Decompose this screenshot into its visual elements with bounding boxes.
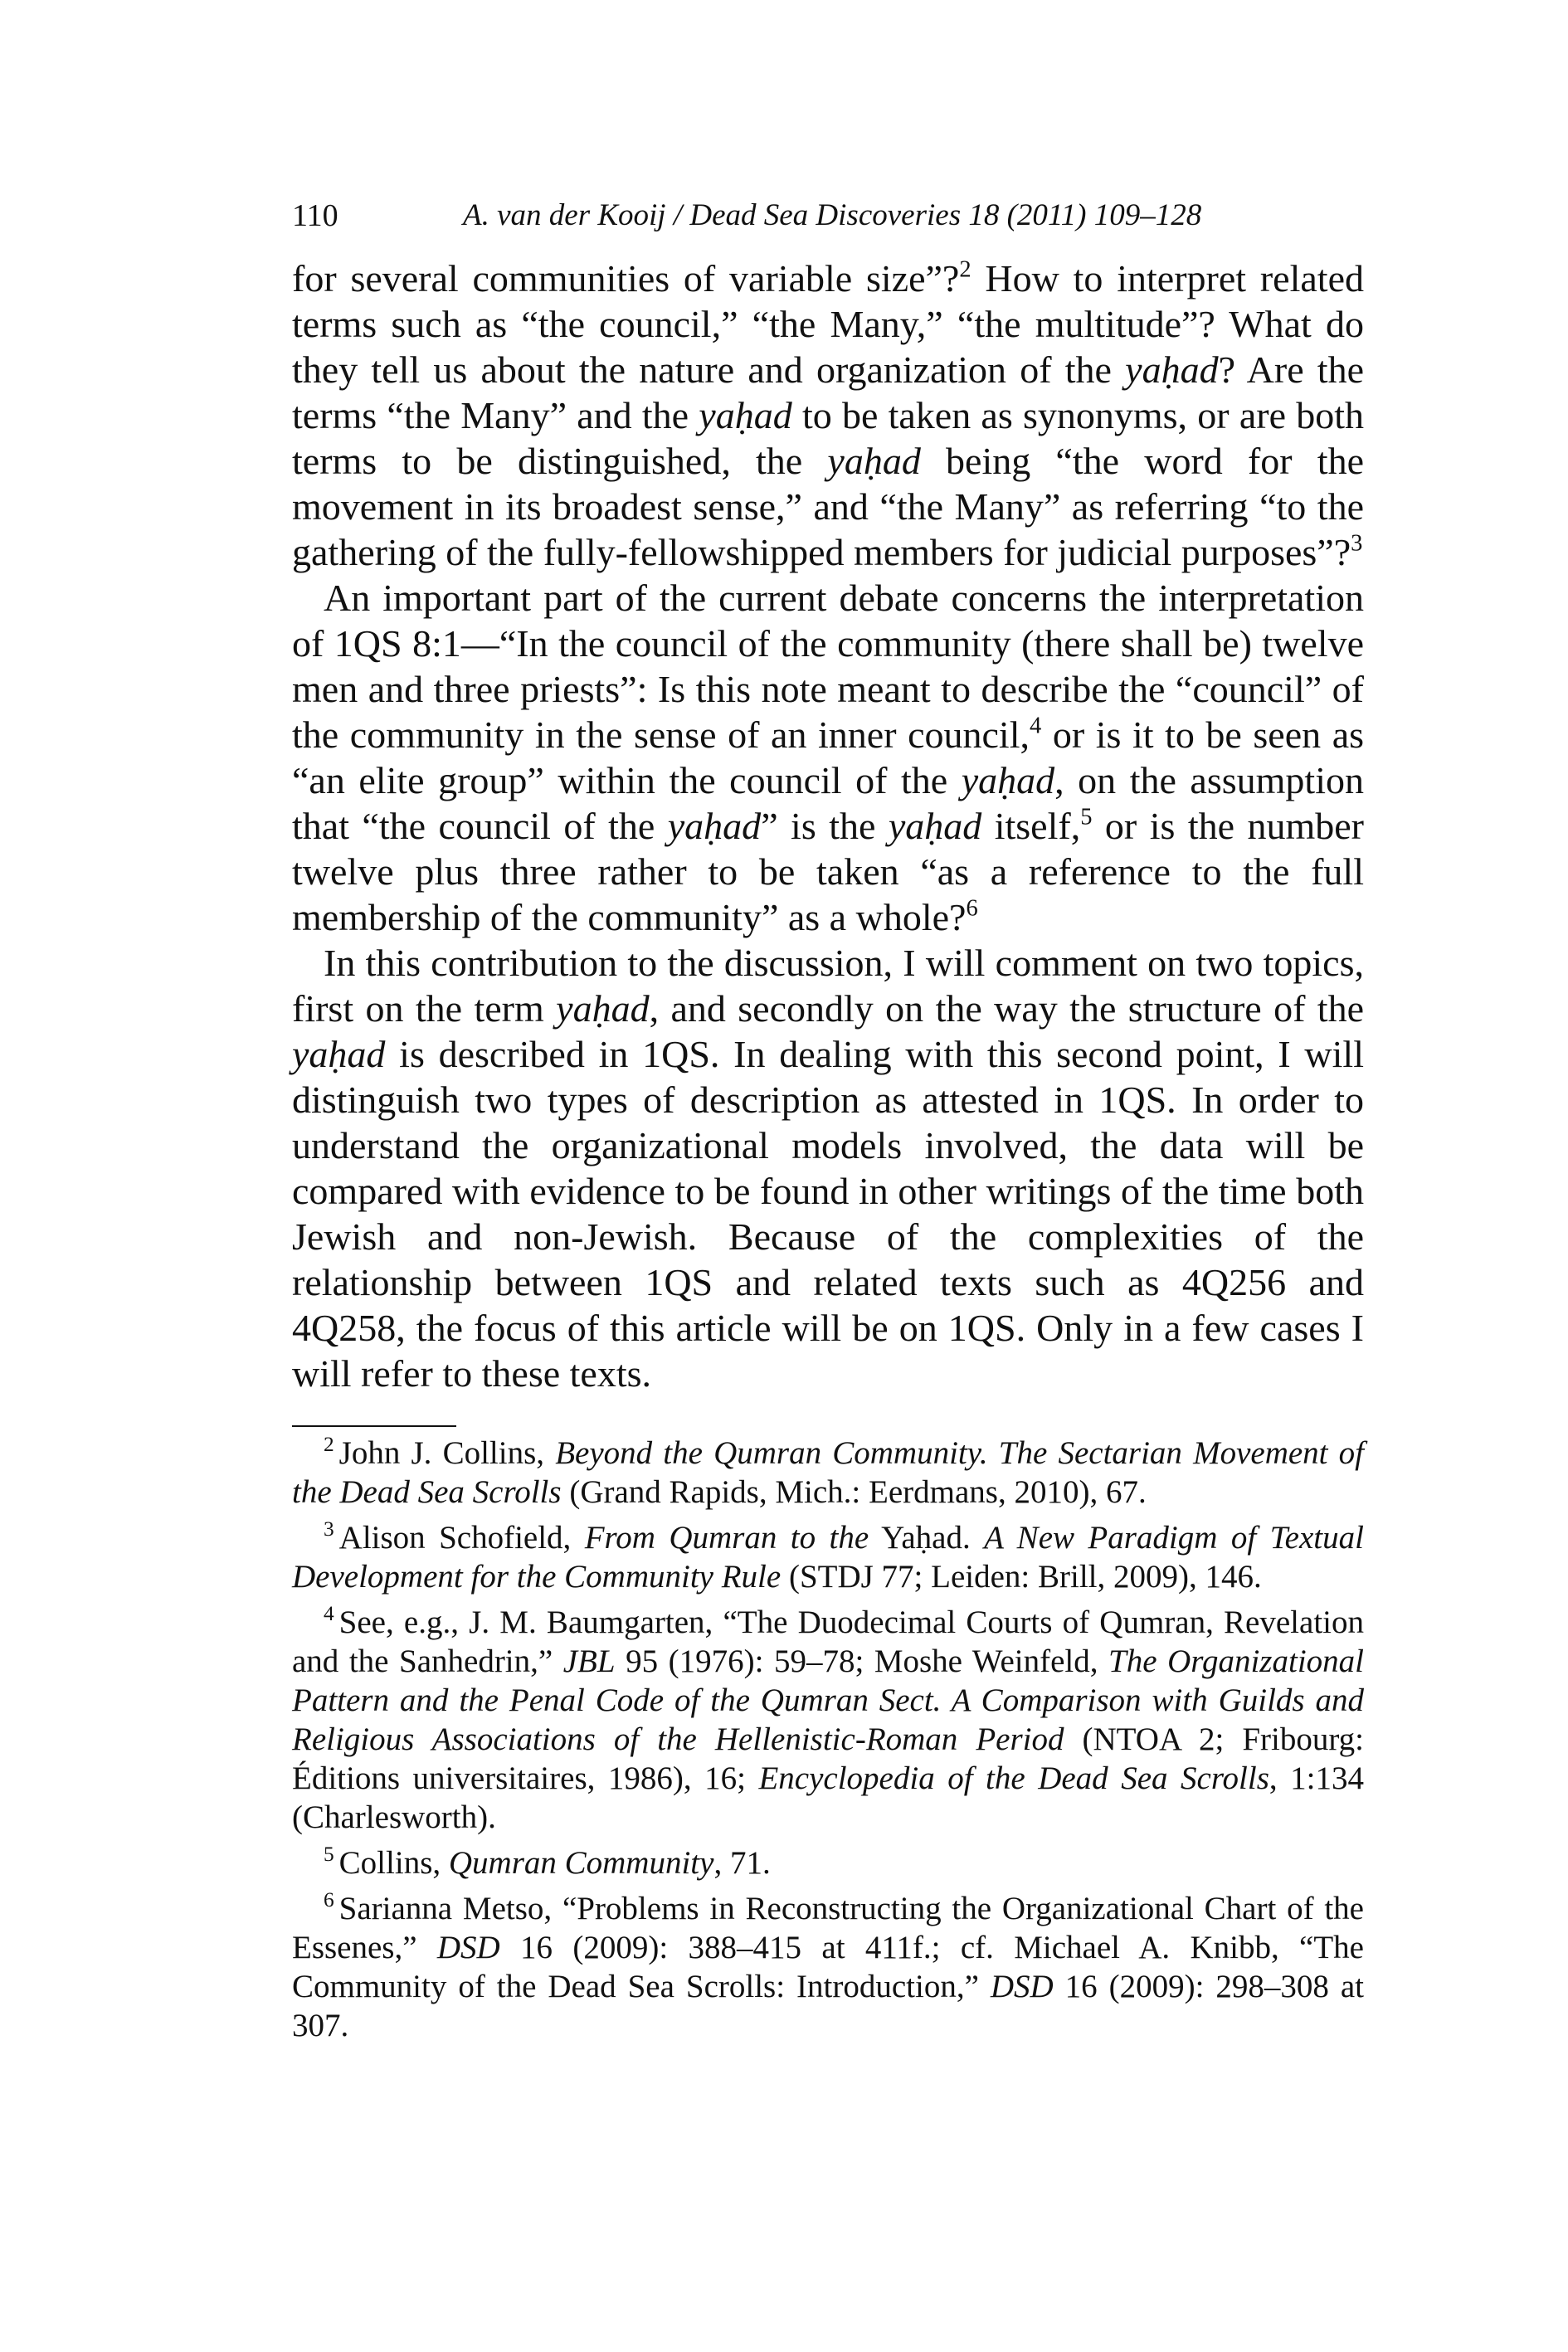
text-run: or is it to be seen as “an elite group” within the council of the [292,713,1365,801]
main-text [292,256,1364,1396]
italic-title: Qumran Community [448,1845,714,1881]
footnote-number: 3 [324,1517,334,1541]
text-run: In this contribution to the discussion, I will comment on two topics, first on the term [292,942,1364,1030]
italic-term: yaḥad [1125,348,1219,391]
text-run: (STDJ 77; Leiden: Brill, 2009), 146. [781,1559,1262,1595]
text-run: (Grand Rapids, Mich.: Eerdmans, 2010), 67. [561,1474,1147,1510]
text-run: How to interpret related terms such as “the council,” “the Many,” “the multitude”? What do they tell us about the nature and organization of the [292,257,1364,391]
paragraph-2 [292,575,1364,940]
running-head: A. van der Kooij / Dead Sea Discoveries 18 (2011) 109–128 [463,198,1202,232]
italic-title: DSD [436,1930,500,1965]
footnote-ref[interactable]: 5 [1080,804,1093,830]
text-run: is described in 1QS. In dealing with this second point, I will distinguish two types of description as attested in 1QS. In order to understand the organizational models involved, the data will be compared with evidence to be found in other writings of the time both Jewish and non-Jewish. Because of the complexities of the relationship between 1QS and related texts such as 4Q256 and 4Q258, the focus of this article will be on 1QS. Only in a few cases I will refer to these texts. [292,1033,1364,1395]
text-run: Yaḥad. [869,1520,985,1556]
text-run: 95 (1976): 59–78; Moshe Weinfeld, [615,1643,1109,1679]
text-run: Alison Schofield, [338,1520,585,1556]
text-run: Collins, [338,1845,449,1881]
text-run: itself, [981,805,1081,847]
page-number: 110 [292,198,338,233]
footnote-divider [292,1425,456,1427]
italic-term: yaḥad [292,1033,386,1075]
italic-title: Beyond the Qumran Community. The Sectarian Movement of the Dead Sea Scrolls [292,1435,1364,1510]
italic-term: yaḥad [667,805,762,847]
footnote-number: 5 [324,1842,334,1866]
paragraph-1 [292,256,1364,575]
text-run: being “the word for the movement in its broadest sense,” and “the Many” as referring “to the gathering of the fully-fellowshipped members for judicial purposes”? [292,440,1365,573]
footnote-5 [292,1843,1364,1882]
text-run: See, e.g., J. M. Baumgarten, “The Duodecimal Courts of Qumran, Revelation and the Sanhedrin,” [292,1605,1364,1679]
italic-term: yaḥad [556,987,650,1030]
text-run: for several communities of variable size”? [292,257,960,299]
text-run: to be taken as synonyms, or are both terms to be distinguished, the [292,394,1364,482]
footnote-6 [292,1889,1364,2045]
paragraph-3 [292,940,1364,1396]
text-run: , and secondly on the way the structure of the [649,987,1364,1030]
text-run: 16 (2009): 298–308 at 307. [292,1969,1364,2043]
footnote-number: 2 [324,1432,334,1456]
footnote-ref[interactable]: 3 [1351,530,1363,557]
text-run: ? Are the terms “the Many” and the [292,348,1364,436]
italic-term: yaḥad [827,440,921,482]
italic-title: JBL [562,1643,616,1679]
italic-title: Encyclopedia of the Dead Sea Scrolls [758,1760,1269,1796]
italic-title: DSD [990,1969,1054,2004]
footnote-ref[interactable]: 2 [959,256,971,283]
footnote-3 [292,1518,1364,1596]
footnotes [292,1434,1364,2045]
italic-term: yaḥad [961,759,1055,801]
footnote-ref[interactable]: 4 [1030,713,1042,739]
italic-title: A New Paradigm of Textual Development for the Community Rule [292,1520,1364,1595]
italic-term: yaḥad [888,805,982,847]
italic-term: yaḥad [699,394,792,436]
footnote-ref[interactable]: 6 [966,895,978,922]
text-run: ” is the [761,805,889,847]
footnote-4 [292,1603,1364,1837]
text-run: John J. Collins, [338,1435,556,1471]
footnote-number: 6 [324,1887,334,1911]
text-run: An important part of the current debate concerns the interpretation of 1QS 8:1—“In the council of the community (there shall be) twelve men and three priests”: Is this note meant to describe the “council” of the community in the sense of an inner council, [292,577,1364,756]
text-run: or is the number twelve plus three rather to be taken “as a reference to the full membership of the community” as a whole? [292,805,1364,938]
italic-title: The Organizational Pattern and the Penal Code of the Qumran Sect. A Comparison with Guilds and Religious Associations of the Hellenistic-Roman Period [292,1643,1364,1757]
italic-title: From Qumran to the [584,1520,869,1556]
footnote-2 [292,1434,1364,1512]
text-run: 16 (2009): 388–415 at 411f.; cf. Michael A. Knibb, “The Community of the Dead Sea Scrolls: Introduction,” [292,1930,1364,2004]
text-run: , 1:134 (Charlesworth). [292,1760,1364,1835]
text-run: , 71. [713,1845,771,1881]
footnote-number: 4 [324,1601,334,1625]
text-run: , on the assumption that “the council of the [292,759,1364,847]
text-run: Sarianna Metso, “Problems in Reconstructing the Organizational Chart of the Essenes,” [292,1891,1364,1965]
text-run: (NTOA 2; Fribourg: Éditions universitaires, 1986), 16; [292,1721,1364,1796]
